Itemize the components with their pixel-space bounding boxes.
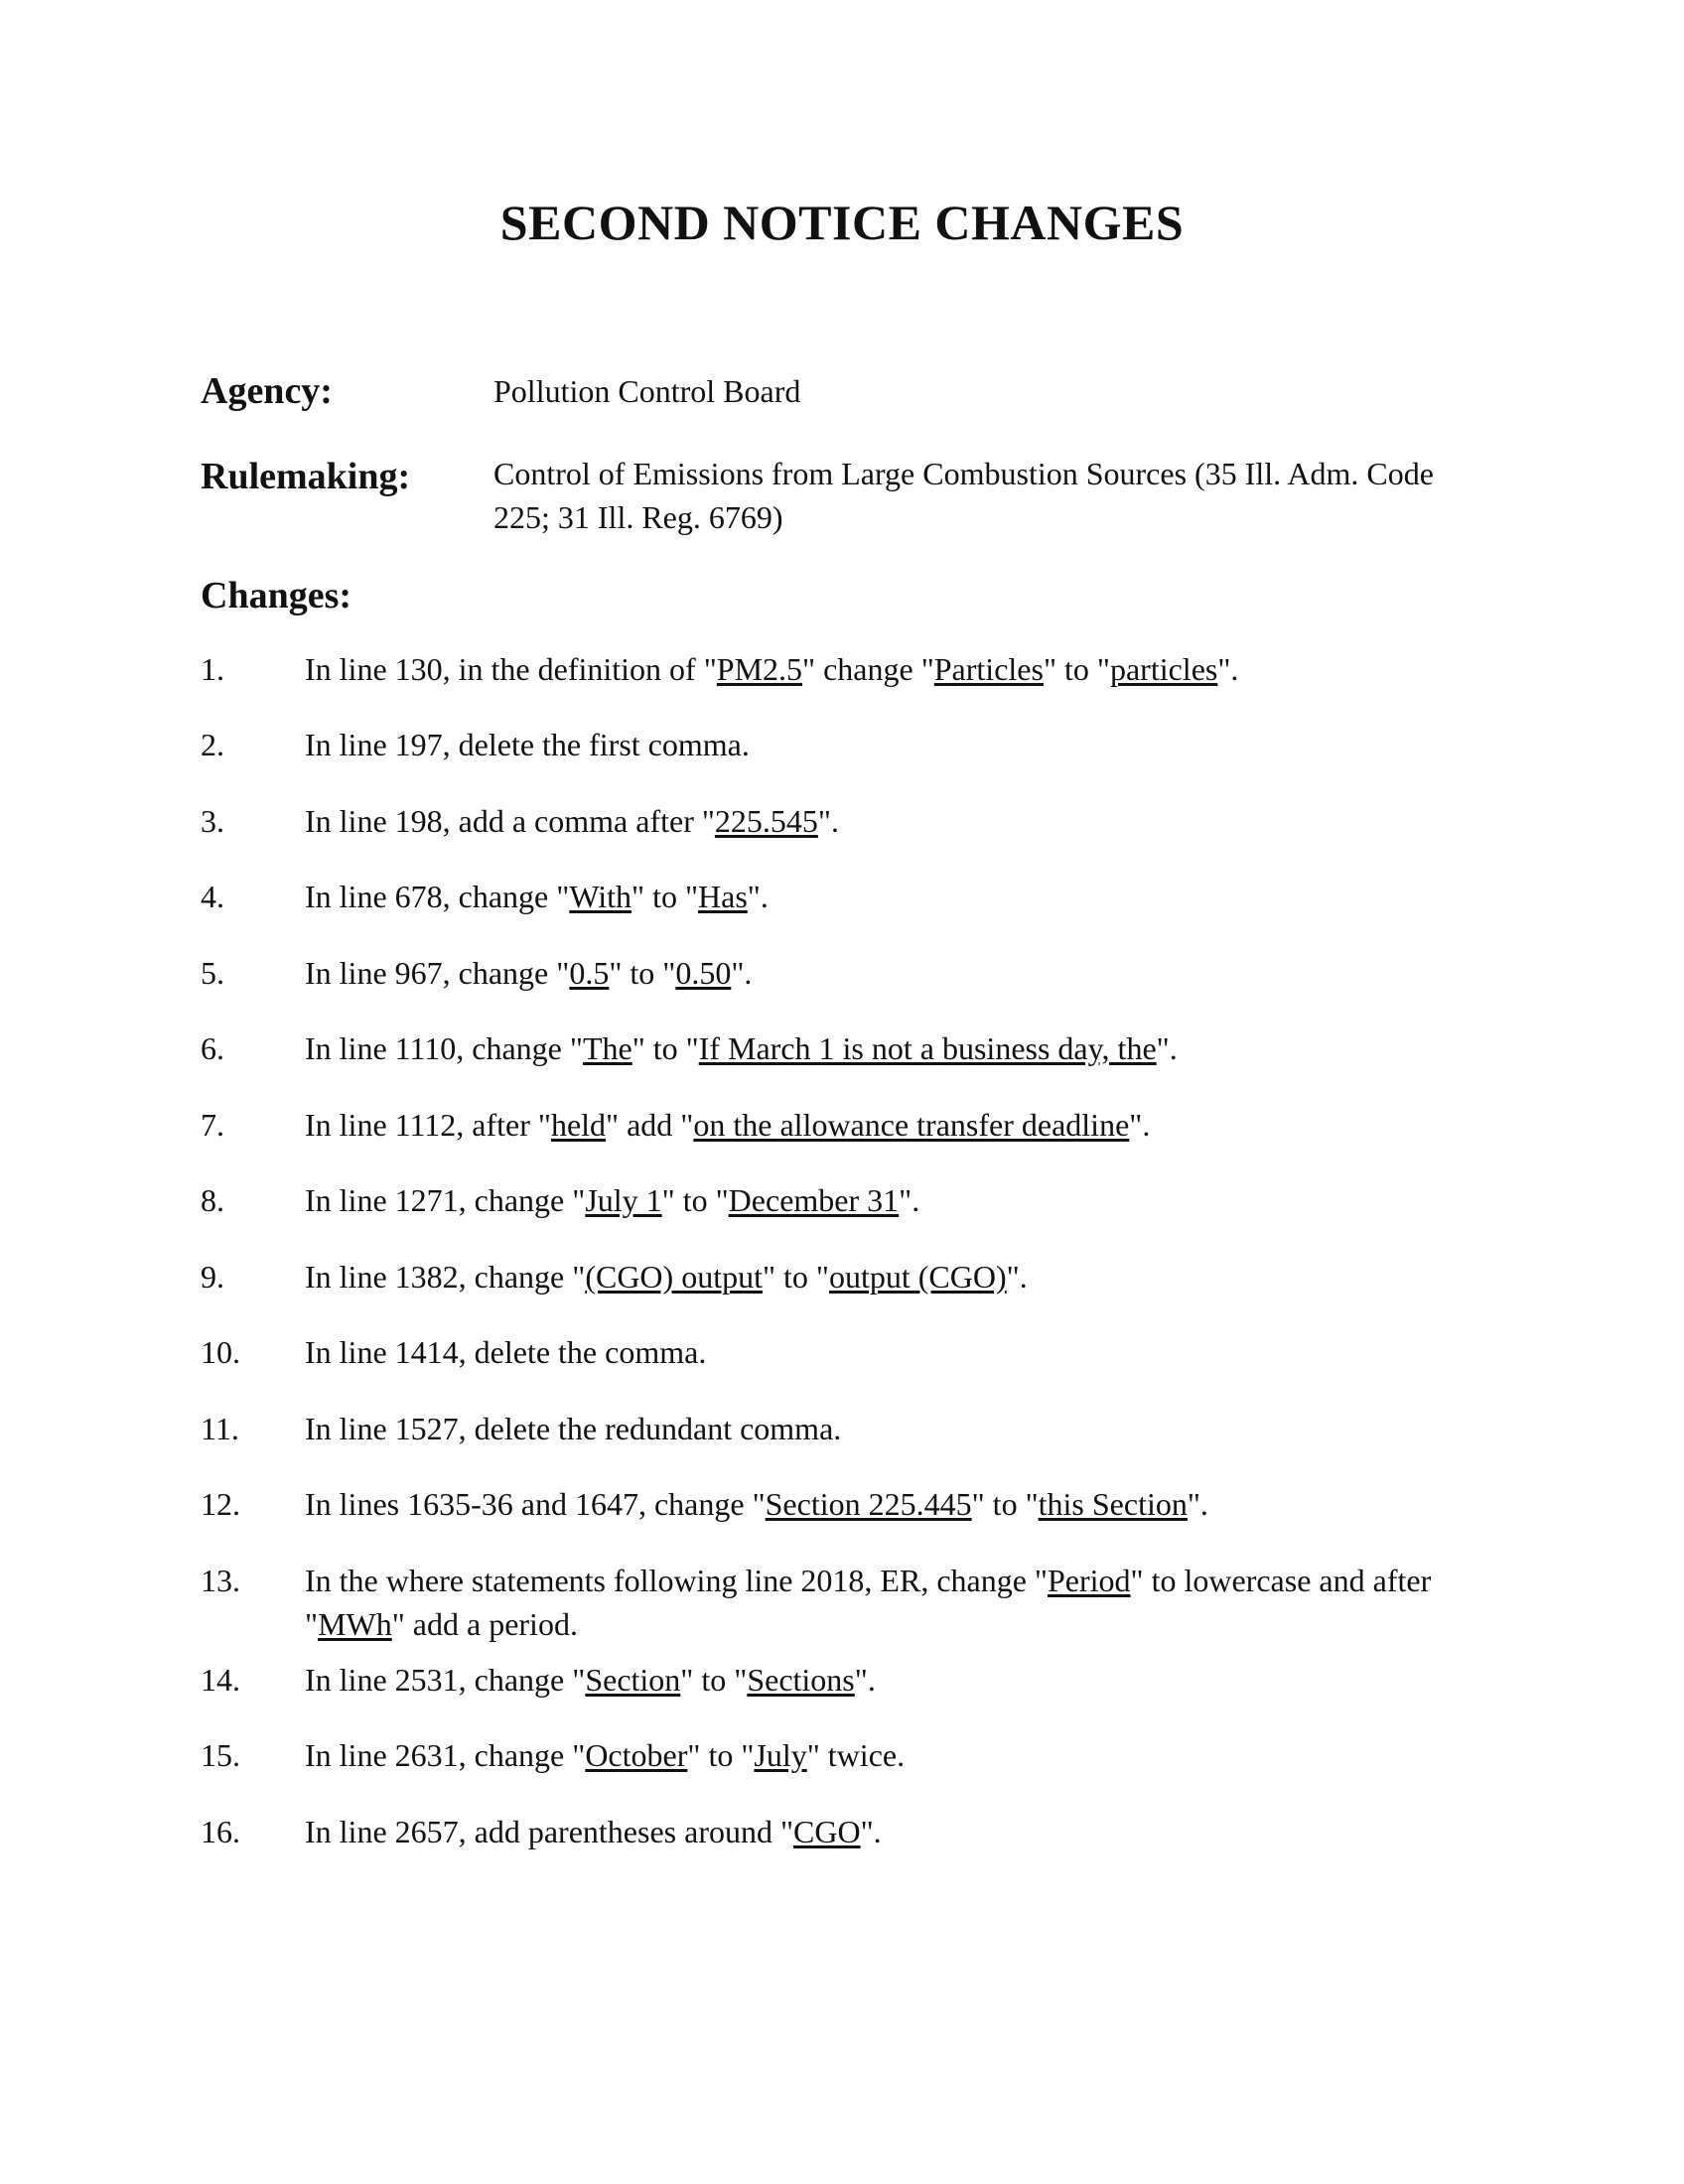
change-item-text (305, 1407, 1511, 1450)
change-item-number: 6. (201, 1030, 224, 1066)
change-item-text (305, 1103, 1511, 1147)
underlined-term: particles (1109, 651, 1218, 687)
rulemaking-value-line1: Control of Emissions from Large Combustion Sources (35 Ill. Adm. Code (493, 456, 1434, 491)
underlined-term: Sections (747, 1662, 855, 1698)
underlined-term: The (582, 1030, 632, 1066)
text-segment: " to " (687, 1737, 755, 1773)
underlined-term: Has (698, 879, 748, 914)
underlined-term: With (569, 879, 632, 914)
text-segment: In line 678, change " (305, 879, 570, 914)
change-item-number: 11. (201, 1411, 239, 1446)
change-item-text (305, 799, 1511, 843)
change-item-text (305, 1658, 1511, 1702)
change-item-text (305, 1733, 1511, 1777)
text-segment: ". (817, 803, 839, 839)
text-segment: " to " (609, 955, 676, 991)
underlined-term: this Section (1038, 1486, 1188, 1522)
text-segment: In line 198, add a comma after " (305, 803, 715, 839)
text-segment: ". (1217, 651, 1239, 687)
underlined-term: July 1 (585, 1182, 662, 1218)
underlined-term: If March 1 is not a business day, the (698, 1030, 1157, 1066)
underlined-term: 0.5 (569, 955, 610, 991)
change-item-number: 13. (201, 1563, 240, 1598)
rulemaking-value (493, 452, 1486, 539)
change-item-text (305, 647, 1511, 691)
underlined-term: Period (1047, 1563, 1131, 1598)
text-segment: In the where statements following line 2018, ER, change " (305, 1563, 1048, 1598)
text-segment: ". (1187, 1486, 1208, 1522)
text-segment: In line 197, delete the first comma. (305, 727, 750, 762)
change-item-number: 2. (201, 727, 224, 762)
text-segment: ". (747, 879, 769, 914)
change-item-number: 12. (201, 1486, 240, 1522)
text-segment: In line 1110, change " (305, 1030, 583, 1066)
rulemaking-value-line2: 225; 31 Ill. Reg. 6769) (493, 499, 783, 535)
text-segment: " change " (802, 651, 934, 687)
change-item-number: 5. (201, 955, 224, 991)
change-item-number: 9. (201, 1259, 224, 1295)
underlined-term: Section 225.445 (765, 1486, 972, 1522)
text-segment: In line 1382, change " (305, 1259, 586, 1295)
change-item-text (305, 1810, 1511, 1853)
underlined-term: on the allowance transfer deadline (693, 1107, 1130, 1143)
text-segment: In line 1271, change " (305, 1182, 586, 1218)
text-segment: ". (899, 1182, 920, 1218)
change-item-text (305, 1330, 1511, 1374)
text-segment: ". (1006, 1259, 1028, 1295)
text-segment: In line 2631, change " (305, 1737, 586, 1773)
change-item-number: 8. (201, 1182, 224, 1218)
text-segment: In line 130, in the definition of " (305, 651, 717, 687)
text-segment: " to " (1043, 651, 1110, 687)
text-segment: ". (1156, 1030, 1178, 1066)
text-segment: In line 1112, after " (305, 1107, 551, 1143)
change-item-text (305, 1178, 1511, 1222)
text-segment: ". (1129, 1107, 1151, 1143)
change-item-text (305, 1255, 1511, 1298)
text-segment: " add " (606, 1107, 694, 1143)
text-segment: In line 2657, add parentheses around " (305, 1814, 794, 1849)
underlined-term: 0.50 (675, 955, 732, 991)
underlined-term: October (585, 1737, 688, 1773)
agency-label: Agency: (201, 370, 333, 412)
change-item-number: 15. (201, 1737, 240, 1773)
change-item-text (305, 875, 1511, 918)
text-segment: " to lowercase and after " (305, 1563, 1432, 1642)
change-item-number: 14. (201, 1662, 240, 1698)
text-segment: ". (860, 1814, 882, 1849)
text-segment: " to " (680, 1662, 748, 1698)
changes-heading: Changes: (201, 575, 352, 616)
underlined-term: July (754, 1737, 807, 1773)
underlined-term: December 31 (728, 1182, 900, 1218)
page-title: SECOND NOTICE CHANGES (499, 195, 1185, 250)
rulemaking-label: Rulemaking: (201, 456, 411, 497)
underlined-term: PM2.5 (716, 651, 803, 687)
underlined-term: held (550, 1107, 607, 1143)
change-item-text (305, 723, 1511, 766)
text-segment: " to " (762, 1259, 829, 1295)
text-segment: " to " (632, 1030, 699, 1066)
change-item-text (305, 1026, 1511, 1070)
text-segment: In lines 1635-36 and 1647, change " (305, 1486, 766, 1522)
underlined-term: Section (585, 1662, 681, 1698)
text-segment: ". (731, 955, 753, 991)
underlined-term: 225.545 (714, 803, 818, 839)
change-item-text (305, 1482, 1511, 1526)
text-segment: " to " (632, 879, 699, 914)
underlined-term: (CGO) output (585, 1259, 763, 1295)
text-segment: In line 1414, delete the comma. (305, 1334, 707, 1370)
text-segment: ". (854, 1662, 876, 1698)
change-item-number: 4. (201, 879, 224, 914)
change-item-number: 7. (201, 1107, 224, 1143)
agency-value: Pollution Control Board (493, 373, 801, 409)
underlined-term: Particles (933, 651, 1044, 687)
change-item-text (305, 1559, 1511, 1646)
text-segment: " to " (661, 1182, 729, 1218)
text-segment: In line 967, change " (305, 955, 570, 991)
change-item-text (305, 951, 1511, 995)
underlined-term: CGO (793, 1814, 861, 1849)
text-segment: In line 1527, delete the redundant comma. (305, 1411, 842, 1446)
text-segment: " twice. (806, 1737, 906, 1773)
text-segment: " to " (971, 1486, 1039, 1522)
change-item-number: 1. (201, 651, 224, 687)
change-item-number: 10. (201, 1334, 240, 1370)
change-item-number: 16. (201, 1814, 240, 1849)
underlined-term: MWh (318, 1606, 392, 1642)
underlined-term: output (CGO) (828, 1259, 1007, 1295)
text-segment: In line 2531, change " (305, 1662, 586, 1698)
change-item-number: 3. (201, 803, 224, 839)
text-segment: " add a period. (391, 1606, 578, 1642)
